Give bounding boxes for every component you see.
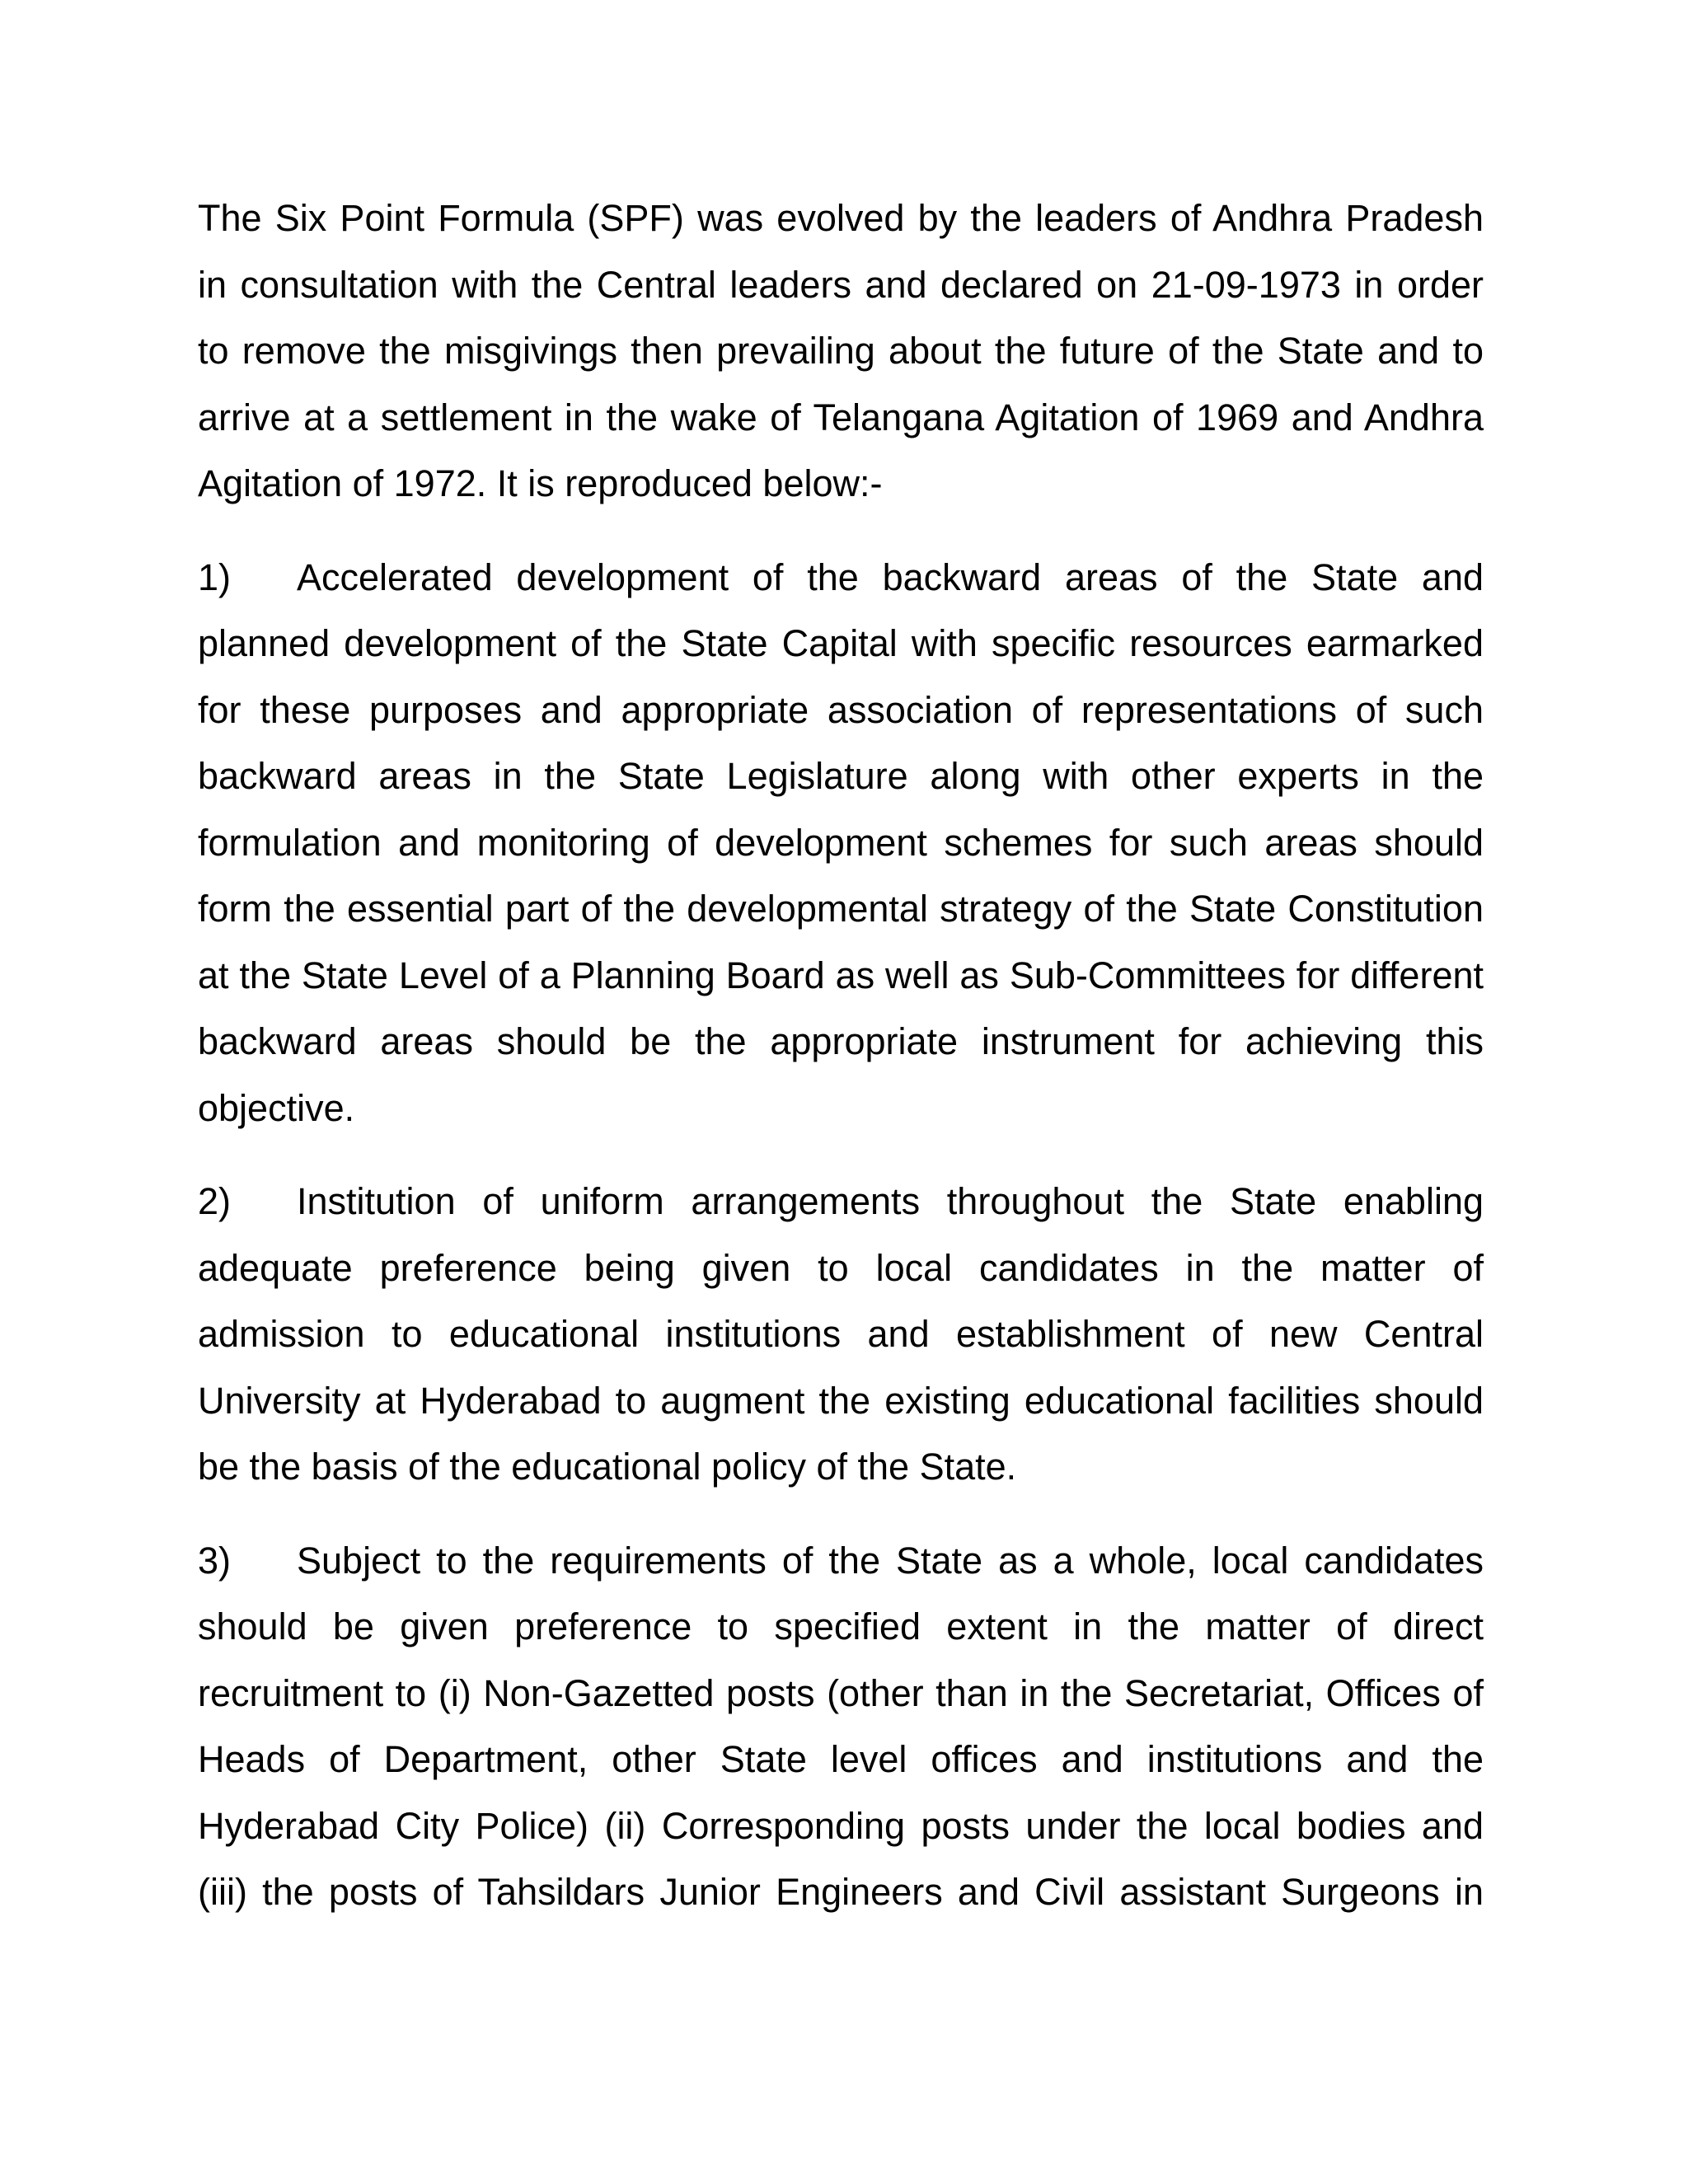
point-number: 2) xyxy=(198,1180,232,1222)
point-3 xyxy=(198,1528,1484,1926)
point-number: 3) xyxy=(198,1539,232,1582)
document-body xyxy=(198,185,1484,1953)
point-text: Subject to the requirements of the State as a whole, local candidates should be given preference to specified extent in the matter of direct recruitment to (i) Non-Gazetted posts (other than in the Secretariat, Offices of Heads of Department, other State level offices and institutions and the Hyderabad City Police) (ii) Corresponding posts under the local bodies and (iii) the posts of Tahsildars Junior Engineers and Civil assistant Surgeons in xyxy=(198,1539,1484,1913)
point-text: Accelerated development of the backward areas of the State and planned development of the State Capital with specific resources earmarked for these purposes and appropriate association of representations of such backward areas in the State Legislature along with other experts in the formulation and monitoring of development schemes for such areas should form the essential part of the developmental strategy of the State Constitution at the State Level of a Planning Board as well as Sub-Committees for different backward areas should be the appropriate instrument for achieving this objective. xyxy=(198,555,1484,1129)
point-text: Institution of uniform arrangements throughout the State enabling adequate preference being given to local candidates in the matter of admission to educational institutions and establishment of new Central University at Hyderabad to augment the existing educational facilities should be the basis of the educational policy of the State. xyxy=(198,1180,1484,1488)
point-number: 1) xyxy=(198,555,232,598)
intro-paragraph: The Six Point Formula (SPF) was evolved by the leaders of Andhra Pradesh in consultation with the Central leaders and declared on 21-09-1973 in order to remove the misgivings then prevailing about the future of the State and to arrive at a settlement in the wake of Telangana Agitation of 1969 and Andhra Agitation of 1972. It is reproduced below:- xyxy=(198,197,1484,504)
point-2 xyxy=(198,1169,1484,1501)
point-1 xyxy=(198,545,1484,1142)
